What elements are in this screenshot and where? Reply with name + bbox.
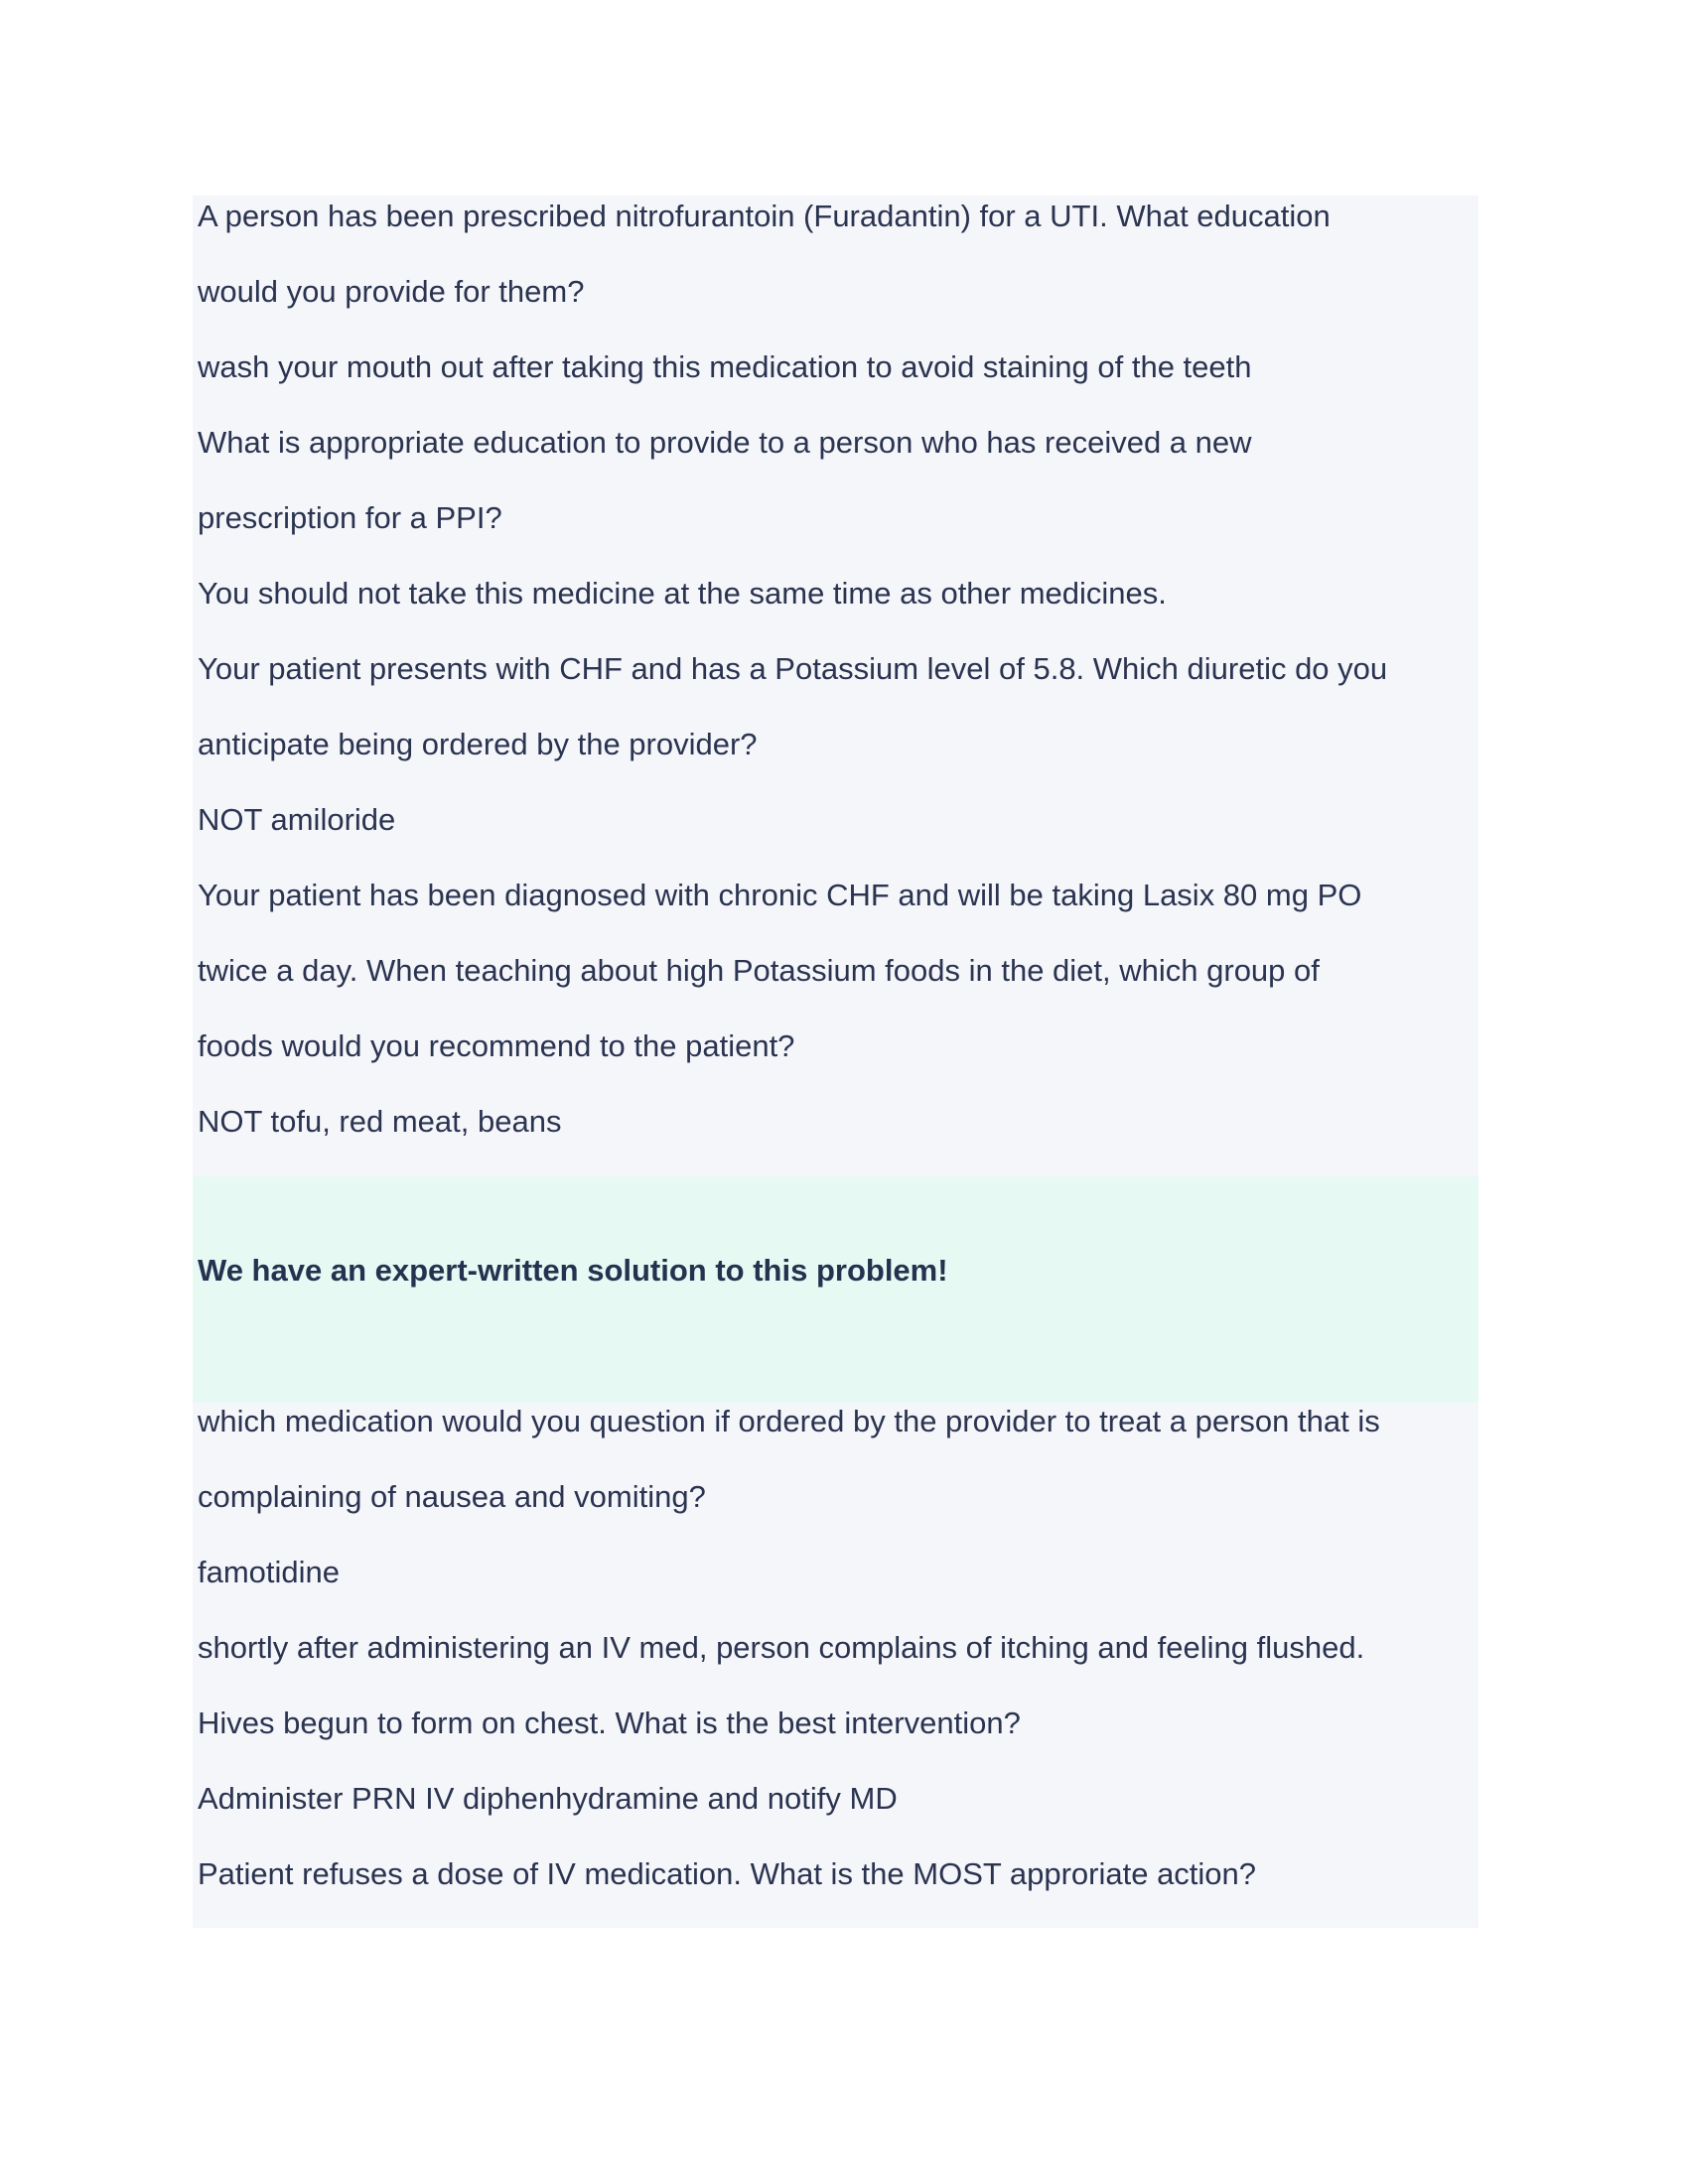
question-text: Your patient has been diagnosed with chronic CHF and will be taking Lasix 80 mg PO: [198, 878, 1362, 912]
question-text: shortly after administering an IV med, person complains of itching and feeling flushed.: [198, 1630, 1365, 1665]
question-text: complaining of nausea and vomiting?: [198, 1479, 706, 1514]
answer-text: NOT amiloride: [198, 802, 396, 837]
question-text: Hives begun to form on chest. What is the best intervention?: [198, 1706, 1021, 1740]
question-text: foods would you recommend to the patient?: [198, 1028, 795, 1063]
question-text: which medication would you question if ordered by the provider to treat a person that is: [198, 1404, 1380, 1438]
flashcard-list-bottom: [198, 1384, 1478, 1912]
question-text: A person has been prescribed nitrofurantoin (Furadantin) for a UTI. What education: [198, 199, 1331, 233]
question-text: What is appropriate education to provide to a person who has received a new: [198, 425, 1252, 460]
answer-text: famotidine: [198, 1555, 341, 1589]
answer-text: wash your mouth out after taking this medication to avoid staining of the teeth: [198, 349, 1252, 384]
question-text: Patient refuses a dose of IV medication. What is the MOST approriate action?: [198, 1856, 1257, 1891]
question-text: twice a day. When teaching about high Potassium foods in the diet, which group of: [198, 953, 1320, 988]
answer-text: Administer PRN IV diphenhydramine and notify MD: [198, 1781, 898, 1816]
answer-text: NOT tofu, red meat, beans: [198, 1104, 562, 1139]
flashcard-list-top: [198, 179, 1478, 1160]
question-text: prescription for a PPI?: [198, 500, 502, 535]
question-text: Your patient presents with CHF and has a Potassium level of 5.8. Which diuretic do you: [198, 651, 1388, 686]
expert-solution-banner: [193, 1176, 1478, 1403]
question-text: anticipate being ordered by the provider?: [198, 727, 758, 761]
expert-solution-heading: We have an expert-written solution to this problem!: [198, 1253, 948, 1288]
question-text: would you provide for them?: [198, 274, 585, 309]
answer-text: You should not take this medicine at the same time as other medicines.: [198, 576, 1167, 611]
